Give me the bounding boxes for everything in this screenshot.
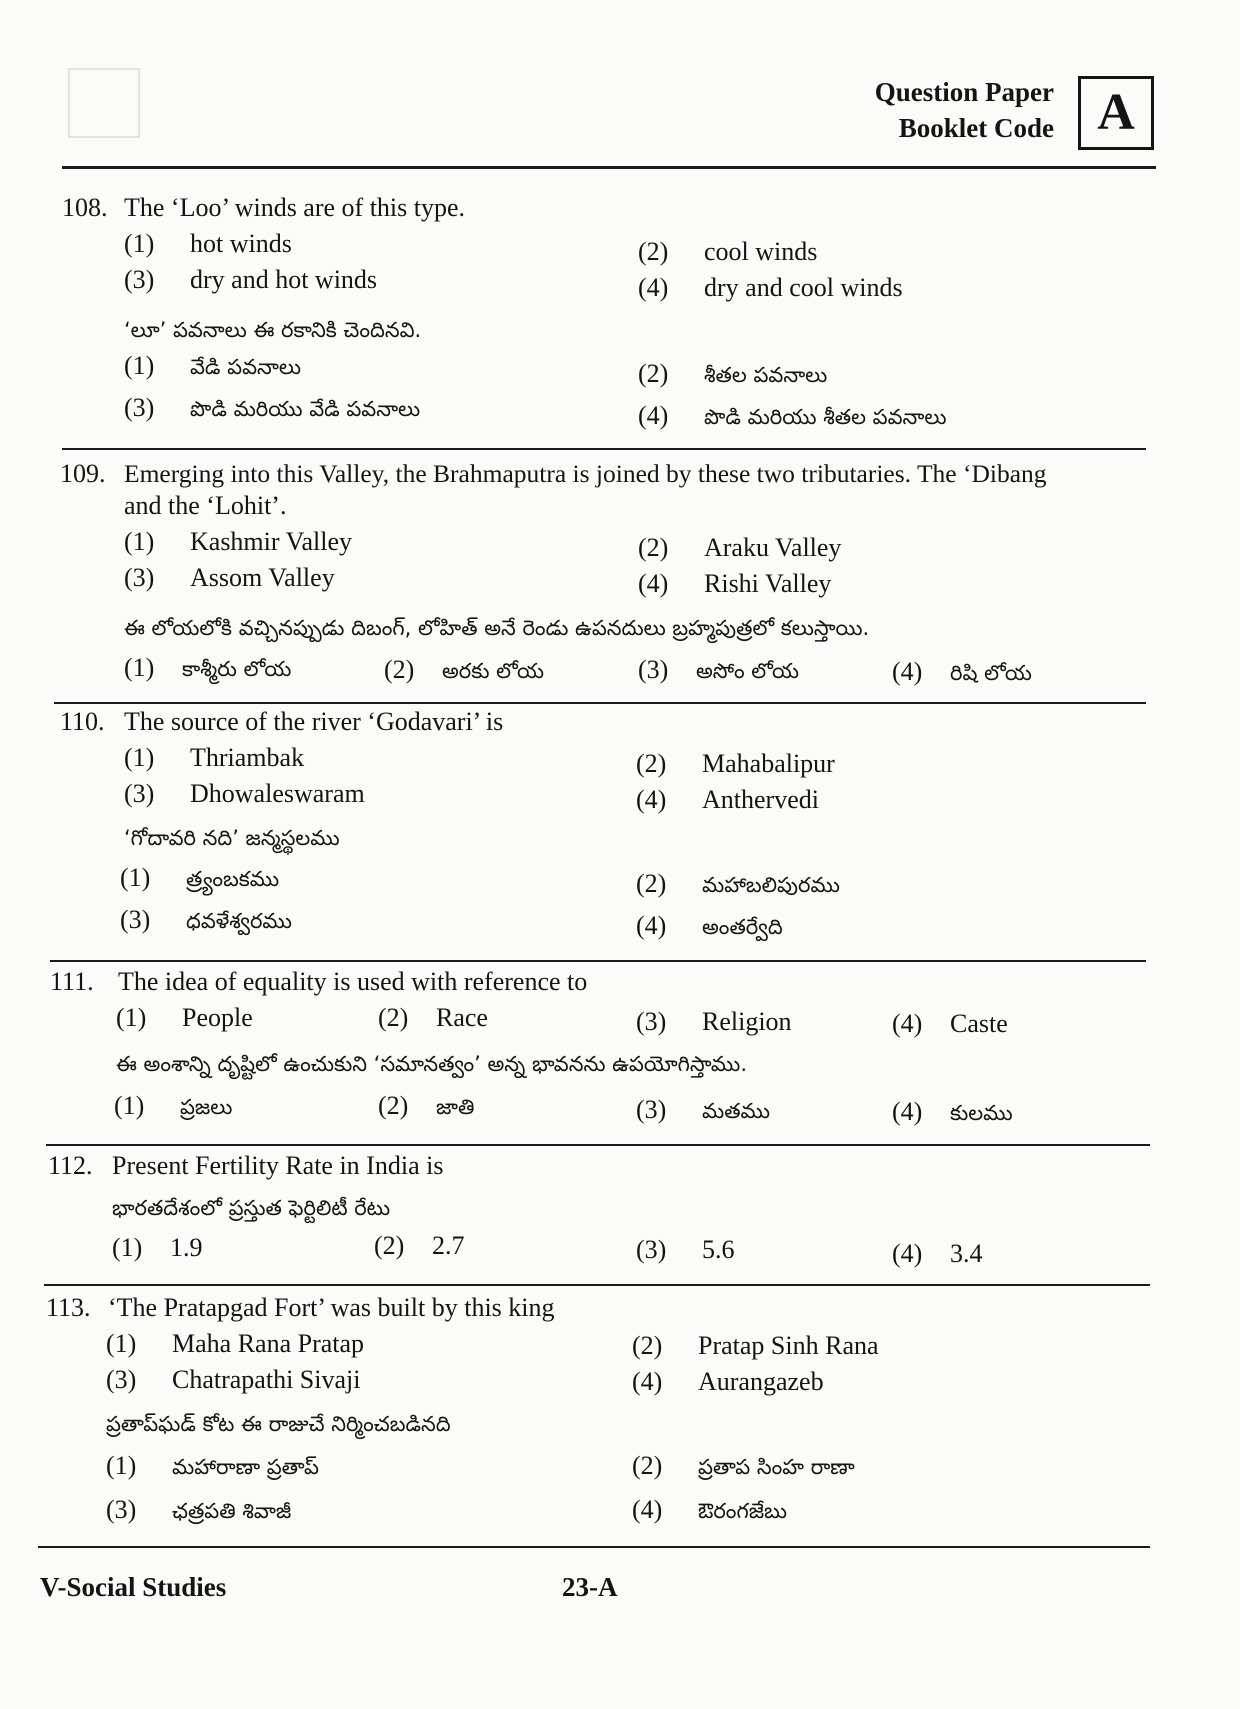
footer-subject: V-Social Studies [40, 1572, 227, 1602]
option-text: 3.4 [950, 1239, 983, 1268]
option-te-1 [106, 1450, 319, 1483]
option-number: (2) [632, 1331, 663, 1360]
option-number: (1) [116, 1003, 147, 1032]
option-te-4 [636, 910, 783, 943]
option-number: (2) [632, 1451, 663, 1480]
option-number: (3) [638, 655, 669, 684]
option-number: (2) [378, 1003, 409, 1032]
option-number: (2) [374, 1231, 405, 1260]
option-1 [112, 1232, 203, 1264]
option-number: (4) [636, 785, 667, 814]
faint-header-watermark [68, 68, 328, 140]
option-text: అంతర్వేది [702, 915, 783, 939]
option-text: ఛత్రపతి శివాజీ [172, 1499, 292, 1523]
question-divider [44, 1284, 1150, 1286]
option-number: (3) [106, 1365, 137, 1394]
option-text: ధవళేశ్వరము [186, 909, 292, 933]
option-text: Rishi Valley [704, 569, 832, 598]
option-number: (4) [638, 401, 669, 430]
question-divider [62, 448, 1146, 450]
question-text-en: Present Fertility Rate in India is [112, 1151, 444, 1180]
option-number: (1) [120, 863, 151, 892]
option-en-2 [632, 1330, 879, 1362]
option-text: కాశ్మీరు లోయ [182, 657, 292, 681]
option-number: (1) [112, 1233, 143, 1262]
option-3 [636, 1234, 735, 1266]
option-text: మతము [702, 1099, 771, 1123]
option-te-2 [638, 358, 827, 391]
option-en-4 [638, 272, 903, 304]
booklet-label-line1: Question Paper [874, 77, 1054, 107]
footer-rule [38, 1546, 1150, 1548]
option-number: (1) [124, 743, 155, 772]
option-text: ప్రతాప సింహ రాణా [698, 1455, 855, 1479]
option-en-3 [636, 1006, 792, 1038]
option-en-1 [124, 228, 292, 260]
option-2 [374, 1230, 465, 1262]
option-te-3 [638, 654, 799, 687]
option-text: 5.6 [702, 1235, 735, 1264]
option-te-2 [378, 1090, 474, 1123]
option-text: Mahabalipur [702, 749, 835, 778]
option-text: ఔరంగజేబు [698, 1499, 788, 1523]
option-te-2 [632, 1450, 855, 1483]
booklet-code-label [875, 74, 1054, 146]
option-number: (2) [384, 655, 415, 684]
question-number: 112. [48, 1151, 93, 1180]
option-te-1 [124, 652, 291, 685]
option-number: (2) [638, 237, 669, 266]
option-text: Aurangazeb [698, 1367, 824, 1396]
option-number: (2) [636, 749, 667, 778]
option-en-1 [116, 1002, 253, 1034]
option-text: మహాబలిపురము [702, 873, 840, 897]
option-number: (1) [124, 527, 155, 556]
option-te-3 [106, 1494, 291, 1527]
option-number: (2) [638, 533, 669, 562]
option-text: అరకు లోయ [442, 659, 544, 683]
option-text: అసోం లోయ [696, 659, 800, 683]
question-text-te: ‘గోదావరి నది’ జన్మస్థలము [124, 826, 340, 850]
option-number: (3) [106, 1495, 137, 1524]
option-number: (3) [124, 265, 155, 294]
option-en-2 [638, 532, 841, 564]
question-text-te: ‘లూ’ పవనాలు ఈ రకానికి చెందినవి. [124, 318, 422, 342]
option-en-4 [632, 1366, 824, 1398]
option-text: రిషి లోయ [950, 661, 1032, 685]
question-divider [46, 1144, 1150, 1146]
option-en-2 [638, 236, 817, 268]
option-en-1 [124, 742, 304, 774]
question-text-en: ‘The Pratapgad Fort’ was built by this king [108, 1293, 555, 1322]
option-4 [892, 1238, 983, 1270]
option-en-2 [378, 1002, 488, 1034]
option-text: ప్రజలు [180, 1095, 233, 1119]
option-text: Kashmir Valley [190, 527, 352, 556]
option-number: (1) [114, 1091, 145, 1120]
option-text: జాతి [436, 1095, 475, 1119]
question-number: 110. [60, 707, 105, 736]
option-text: శీతల పవనాలు [704, 363, 828, 387]
option-text: dry and cool winds [704, 273, 903, 302]
header-rule [62, 166, 1156, 169]
question-text-en-line1: Emerging into this Valley, the Brahmaputra is joined by these two tributaries. The ‘Dibang [124, 459, 1047, 488]
option-number: (2) [638, 359, 669, 388]
option-te-4 [892, 656, 1032, 689]
option-text: త్ర్యంబకము [186, 867, 280, 891]
option-te-4 [892, 1096, 1013, 1129]
option-text: Araku Valley [704, 533, 842, 562]
option-number: (4) [638, 569, 669, 598]
option-en-4 [636, 784, 819, 816]
option-number: (3) [124, 779, 155, 808]
option-en-3 [124, 562, 335, 594]
option-number: (3) [636, 1095, 667, 1124]
option-text: Caste [950, 1009, 1008, 1038]
footer-page-number: 23-A [562, 1572, 618, 1602]
option-number: (4) [638, 273, 669, 302]
option-text: Thriambak [190, 743, 305, 772]
option-number: (4) [892, 1009, 923, 1038]
option-te-1 [124, 350, 301, 383]
question-text-en: The source of the river ‘Godavari’ is [124, 707, 504, 736]
option-number: (4) [636, 911, 667, 940]
option-text: dry and hot winds [190, 265, 378, 294]
question-text-te: భారతదేశంలో ప్రస్తుత ఫెర్టిలిటీ రేటు [112, 1196, 391, 1220]
option-text: Pratap Sinh Rana [698, 1331, 879, 1360]
option-number: (4) [892, 1239, 923, 1268]
option-number: (3) [636, 1235, 667, 1264]
question-text-te: ప్రతాప్‌ఘడ్ కోట ఈ రాజుచే నిర్మించబడినది [106, 1412, 451, 1436]
option-en-4 [638, 568, 831, 600]
option-number: (4) [892, 657, 923, 686]
option-number: (2) [378, 1091, 409, 1120]
option-te-3 [636, 1094, 770, 1127]
option-number: (4) [892, 1097, 923, 1126]
question-divider [50, 960, 1146, 962]
option-text: పొడి మరియు శీతల పవనాలు [704, 405, 947, 429]
option-text: cool winds [704, 237, 818, 266]
option-text: Race [436, 1003, 488, 1032]
option-number: (3) [124, 563, 155, 592]
option-en-1 [106, 1328, 364, 1360]
option-number: (3) [120, 905, 151, 934]
option-text: Maha Rana Pratap [172, 1329, 365, 1358]
option-text: Anthervedi [702, 785, 819, 814]
option-number: (3) [636, 1007, 667, 1036]
question-number: 113. [46, 1293, 91, 1322]
option-en-4 [892, 1008, 1008, 1040]
option-te-1 [120, 862, 279, 895]
option-te-2 [636, 868, 840, 901]
option-text: మహారాణా ప్రతాప్ [172, 1455, 319, 1479]
option-number: (3) [124, 393, 155, 422]
option-text: కులము [950, 1101, 1013, 1125]
question-divider [54, 702, 1146, 704]
question-text-en: The idea of equality is used with reference to [118, 967, 588, 996]
option-te-3 [120, 904, 292, 937]
option-text: పొడి మరియు వేడి పవనాలు [190, 397, 421, 421]
option-text: hot winds [190, 229, 292, 258]
booklet-label-line2: Booklet Code [898, 113, 1054, 143]
option-text: Dhowaleswaram [190, 779, 365, 808]
question-text-te: ఈ అంశాన్ని దృష్టిలో ఉంచుకుని ‘సమానత్వం’ అన్న భావనను ఉపయోగిస్తాము. [116, 1052, 747, 1076]
question-text-en-line2: and the ‘Lohit’. [124, 491, 287, 520]
option-en-2 [636, 748, 835, 780]
option-text: People [182, 1003, 253, 1032]
option-number: (1) [124, 653, 155, 682]
option-en-3 [124, 264, 377, 296]
question-text-en: The ‘Loo’ winds are of this type. [124, 193, 466, 222]
option-text: Assom Valley [190, 563, 335, 592]
option-text: Religion [702, 1007, 792, 1036]
question-number: 108. [62, 193, 108, 222]
option-text: Chatrapathi Sivaji [172, 1365, 361, 1394]
option-number: (1) [124, 351, 155, 380]
option-text: 1.9 [170, 1233, 203, 1262]
option-te-4 [638, 400, 947, 433]
option-number: (2) [636, 869, 667, 898]
option-en-3 [124, 778, 365, 810]
option-en-3 [106, 1364, 360, 1396]
option-text: 2.7 [432, 1231, 465, 1260]
option-te-2 [384, 654, 544, 687]
question-number: 111. [50, 967, 94, 996]
option-number: (4) [632, 1367, 663, 1396]
option-text: వేడి పవనాలు [190, 355, 301, 379]
option-number: (1) [106, 1451, 137, 1480]
option-te-1 [114, 1090, 232, 1123]
option-number: (4) [632, 1495, 663, 1524]
booklet-code-box: A [1078, 76, 1154, 150]
option-te-4 [632, 1494, 787, 1527]
question-number: 109. [60, 459, 106, 488]
watermark-box [68, 68, 140, 138]
option-number: (1) [124, 229, 155, 258]
option-te-3 [124, 392, 420, 425]
option-number: (1) [106, 1329, 137, 1358]
option-en-1 [124, 526, 352, 558]
question-text-te: ఈ లోయలోకి వచ్చినప్పుడు దిబంగ్, లోహిత్ అనే రెండు ఉపనదులు బ్రహ్మపుత్రలో కలుస్తాయి. [124, 616, 870, 640]
